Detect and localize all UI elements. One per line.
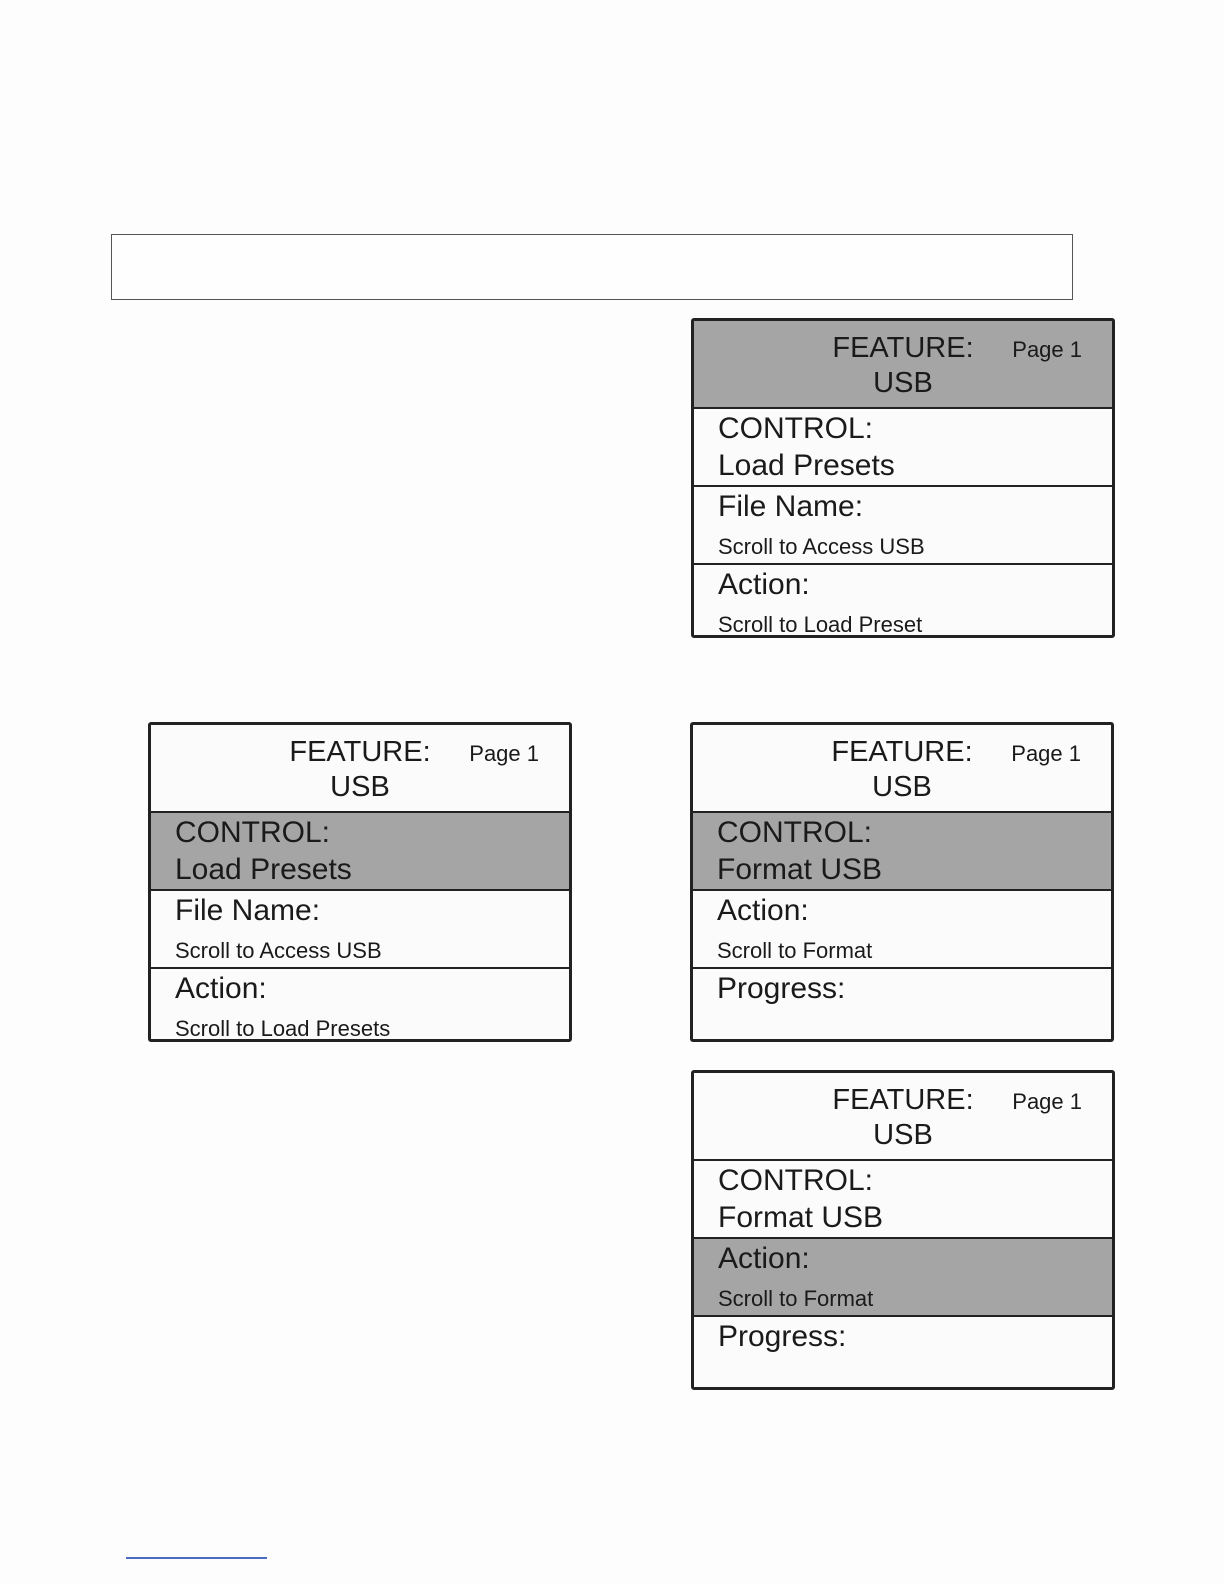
control-row[interactable]	[694, 407, 1112, 485]
control-row[interactable]	[151, 811, 569, 889]
control-label: CONTROL:	[718, 412, 874, 445]
control-row[interactable]	[693, 811, 1111, 889]
page-indicator: Page 1	[1011, 741, 1081, 766]
action-value: Scroll to Load Presets	[175, 1016, 391, 1041]
action-value: Scroll to Load Preset	[718, 612, 923, 637]
page-indicator: Page 1	[1012, 337, 1082, 362]
control-row[interactable]	[694, 1159, 1112, 1237]
action-value: Scroll to Format	[717, 938, 873, 963]
control-label: CONTROL:	[717, 816, 873, 849]
feature-header[interactable]	[151, 725, 569, 811]
control-label: CONTROL:	[718, 1164, 874, 1197]
footnote-rule	[126, 1557, 267, 1559]
feature-header[interactable]	[694, 321, 1112, 407]
usb-screen-panel-2	[148, 722, 572, 1042]
action-row[interactable]	[694, 1237, 1112, 1315]
control-value: Load Presets	[718, 449, 895, 482]
control-value: Format USB	[718, 1201, 884, 1234]
feature-value: USB	[873, 1119, 933, 1151]
usb-screen-panel-4	[691, 1070, 1115, 1390]
action-label: Action:	[718, 568, 810, 601]
feature-value: USB	[872, 771, 932, 803]
feature-label: FEATURE:	[831, 736, 973, 768]
progress-row	[694, 1315, 1112, 1387]
usb-screen-panel-3	[690, 722, 1114, 1042]
file-name-value: Scroll to Access USB	[718, 534, 925, 559]
file-name-value: Scroll to Access USB	[175, 938, 382, 963]
feature-header[interactable]	[694, 1073, 1112, 1159]
file-name-row[interactable]	[151, 889, 569, 967]
action-label: Action:	[717, 894, 809, 927]
file-name-row[interactable]	[694, 485, 1112, 563]
feature-label: FEATURE:	[289, 736, 431, 768]
file-name-label: File Name:	[718, 490, 864, 523]
feature-label: FEATURE:	[832, 1084, 974, 1116]
control-value: Format USB	[717, 853, 883, 886]
progress-label: Progress:	[717, 972, 846, 1005]
feature-value: USB	[330, 771, 390, 803]
usb-screen-panel-1	[691, 318, 1115, 638]
file-name-label: File Name:	[175, 894, 321, 927]
action-label: Action:	[718, 1242, 810, 1275]
control-value: Load Presets	[175, 853, 352, 886]
action-value: Scroll to Format	[718, 1286, 874, 1311]
page-indicator: Page 1	[1012, 1089, 1082, 1114]
feature-header[interactable]	[693, 725, 1111, 811]
progress-label: Progress:	[718, 1320, 847, 1353]
action-row[interactable]	[151, 967, 569, 1039]
progress-row	[693, 967, 1111, 1039]
heading-box	[111, 234, 1073, 300]
page-indicator: Page 1	[469, 741, 539, 766]
feature-value: USB	[873, 367, 933, 399]
action-row[interactable]	[693, 889, 1111, 967]
action-row[interactable]	[694, 563, 1112, 635]
feature-label: FEATURE:	[832, 332, 974, 364]
control-label: CONTROL:	[175, 816, 331, 849]
action-label: Action:	[175, 972, 267, 1005]
